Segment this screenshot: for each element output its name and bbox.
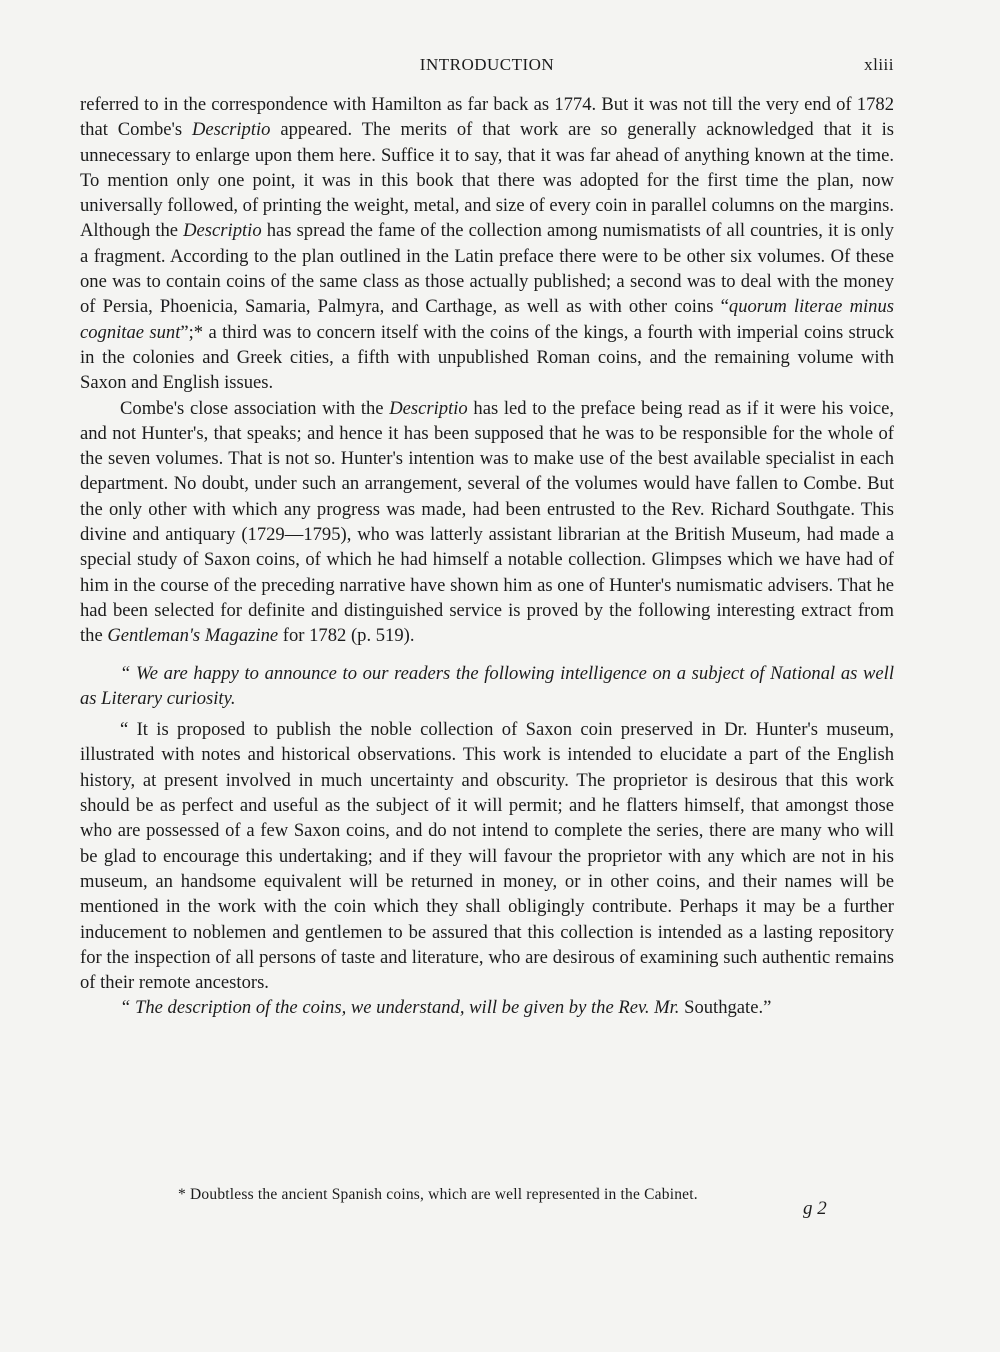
italic-title: Descriptio	[389, 397, 468, 419]
running-header	[80, 55, 894, 79]
text-run: appeared. The merits of that work are so generally acknowledged that it is unnecessary to enlarge upon them here. Suffice it to say, that it was far ahead of anything known at the time. To mention only one point, it was in this book that there was adopted for the first time the plan, now universally followed, of printing the weight, metal, and size of every coin in parallel columns on the margins. Although the	[80, 119, 894, 242]
signature-mark: g 2	[803, 1198, 827, 1219]
paragraph-combe	[80, 396, 894, 649]
text-run: Combe's close association with the	[120, 397, 390, 419]
text-run: ”;* a third was to concern itself with the coins of the kings, a fourth with imperial coins struck in the colonies and Greek cities, a fifth with unpublished Roman coins, and the remaining volume with Saxon and English issues.	[80, 321, 894, 394]
quotation-body	[80, 717, 894, 995]
quotation-intro	[80, 661, 894, 712]
text-run: has led to the preface being read as if it were his voice, and not Hunter's, that speaks; and hence it has been supposed that he was to be responsible for the whole of the seven volumes. That is not so. Hunter's intention was to make use of the best available specialist in each department. No doubt, under such an arrangement, several of the volumes would have fallen to Combe. But the only other with which any progress was made, had been entrusted to the Rev. Richard Southgate. This divine and antiquary (1729—1795), who was latterly assistant librarian at the British Museum, had made a special study of Saxon coins, of which he had himself a notable collection. Glimpses which we have had of him in the course of the preceding narrative have shown him as one of Hunter's numismatic advisers. That he had been selected for definite and distinguished service is proved by the following interesting extract from the	[80, 397, 894, 647]
footnote: * Doubtless the ancient Spanish coins, which are well represented in the Cabinet.	[178, 1186, 698, 1203]
text-run: Southgate.”	[679, 997, 772, 1019]
text-run: has spread the fame of the collection among numismatists of all countries, it is only a fragment. According to the plan outlined in the Latin preface there were to be other six volumes. Of these one was to contain coins of the same class as those actually published; a second was to deal with the money of Persia, Phoenicia, Samaria, Palmyra, and Carthage, as well as with other coins “	[80, 220, 894, 318]
body-text	[80, 92, 894, 1021]
italic-title: Descriptio	[191, 119, 271, 141]
italic-quote: “ We are happy to announce to our readers the following intelligence on a subject of National as well as Literary curiosity.	[80, 662, 894, 709]
text-run: for 1782 (p. 519).	[278, 625, 415, 647]
running-title: INTRODUCTION	[419, 55, 555, 74]
page-number: xliii	[864, 55, 894, 74]
text-run: referred to in the correspondence with Hamilton as far back as 1774. But it was not till the very end of 1782 that Combe's	[80, 94, 894, 141]
italic-quote: “ The description of the coins, we understand, will be given by the Rev. Mr.	[120, 997, 680, 1019]
text-run: “ It is proposed to publish the noble collection of Saxon coin preserved in Dr. Hunter's museum, illustrated with notes and historical observations. This work is intended to elucidate a part of the English history, at present involved in much uncertainty and obscurity. The proprietor is desirous that this work should be as perfect and useful as the subject of it will permit; and he flatters himself, that amongst those who are possessed of a few Saxon coins, and do not intend to complete the series, there are many who will be glad to encourage this undertaking; and if they will favour the proprietor with any which are not in his museum, an handsome equivalent will be returned in money, or in other coins, and their names will be mentioned in the work with the coin which they shall obligingly contribute. Perhaps it may be a further inducement to noblemen and gentlemen to be assured that this collection is intended as a lasting repository for the inspection of all persons of taste and literature, who are desirous of examining such authentic remains of their remote ancestors.	[80, 719, 894, 994]
italic-title: Descriptio	[183, 220, 262, 242]
quotation-closing	[80, 995, 894, 1020]
italic-title: Gentleman's Magazine	[107, 625, 279, 647]
latin-quotation: quorum literae minus cognitae sunt	[80, 296, 894, 343]
paragraph-continuation	[80, 92, 894, 396]
